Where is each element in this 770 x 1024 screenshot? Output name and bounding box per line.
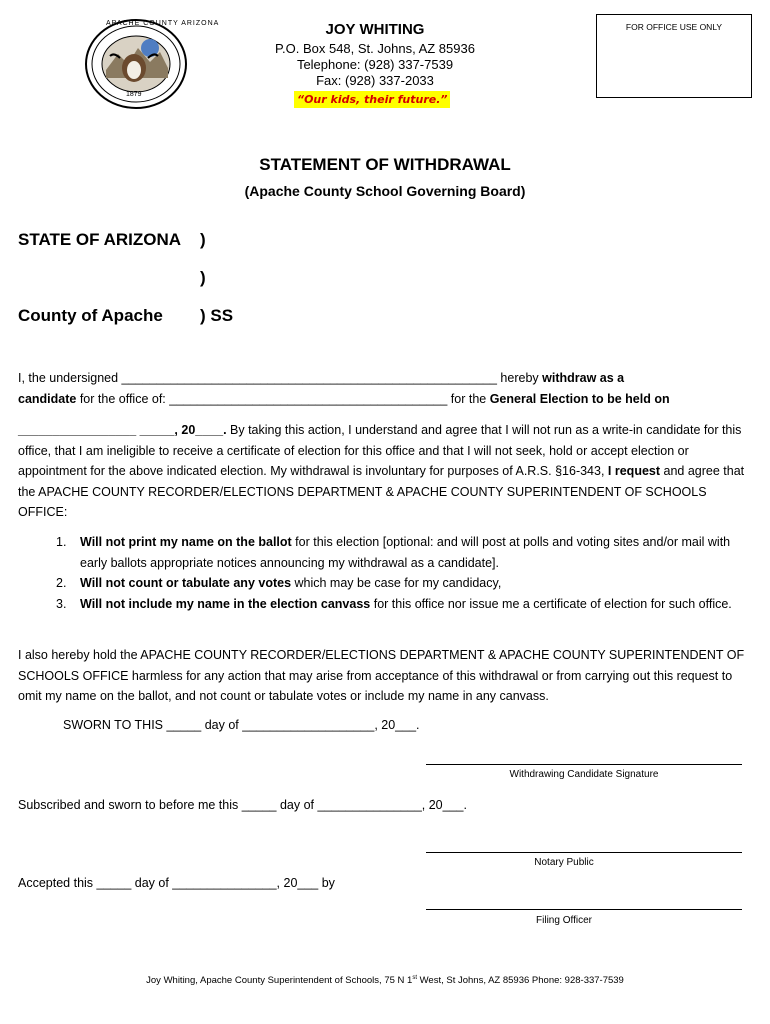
statement-paragraph-1 [18, 368, 718, 409]
footer [0, 975, 770, 986]
list-text: which may be case for my candidacy, [291, 576, 502, 590]
office-use-label: FOR OFFICE USE ONLY [625, 22, 723, 32]
footer-superscript: st [412, 975, 417, 981]
list-bold: Will not include my name in the election canvass [80, 596, 371, 611]
candidate-signature-line[interactable] [426, 764, 742, 765]
office-use-box [596, 14, 752, 98]
list-bold: Will not count or tabulate any votes [80, 576, 292, 590]
list-item [56, 594, 754, 615]
header-address: P.O. Box 548, St. Johns, AZ 85936 [275, 41, 475, 56]
statement-bold: General Election to be held on [489, 391, 670, 406]
page-title: STATEMENT OF WITHDRAWAL [259, 155, 511, 174]
header-name: JOY WHITING [325, 21, 425, 38]
list-text: for this election [optional: and will post at polls and voting sites and/or mail with early ballots appropriate notices announcing my withdrawal as a candidate]. [80, 535, 731, 570]
footer-text: West, St Johns, AZ 85936 Phone: 928-337-7539 [416, 975, 624, 987]
statement-text: By taking this action, I understand and agree that I will not run as a write-in candidate for this office, that I am ineligible to receive a certificate of election for this office and that I will not seek, hold or accept election or appointment for the above indicated election. My withdrawal is involuntary for purposes of A.R.S. §16-343, [18, 423, 742, 478]
accepted-line: Accepted this _____ day of _______________, 20___ by [18, 876, 335, 890]
statement-bold: I request [607, 464, 661, 478]
filing-officer-line[interactable] [426, 909, 742, 910]
header-fax: Fax: (928) 337-2033 [316, 73, 434, 88]
sworn-line: SWORN TO THIS _____ day of ___________________, 20___. [63, 718, 420, 732]
subscribed-line: Subscribed and sworn to before me this _____ day of _______________, 20___. [18, 798, 467, 812]
release-paragraph: I also hereby hold the APACHE COUNTY RECORDER/ELECTIONS DEPARTMENT & APACHE COUNTY SUPERINTENDENT OF SCHOOLS OFFICE harmless for any action that may arise from acceptance of this withdrawal or from carrying out this request to omit my name on the ballot, and not count or tabulate votes or include my name in any canvass. [18, 648, 745, 703]
page-subtitle: (Apache County School Governing Board) [244, 183, 526, 199]
list-item [56, 573, 754, 594]
filing-officer-label: Filing Officer [536, 915, 592, 926]
list-item [56, 532, 754, 573]
venue-state: STATE OF ARIZONA [18, 230, 182, 249]
statement-text: for the office of: ________________________________________ for the [76, 391, 490, 406]
conditions-list [56, 532, 754, 614]
statement-bold: candidate [18, 391, 77, 406]
list-number: 3. [56, 596, 67, 611]
list-text: for this office nor issue me a certificate of election for such office. [370, 596, 732, 611]
seal-top-text: APACHE COUNTY ARIZONA [106, 20, 220, 27]
statement-text: I, the undersigned ______________________________________________________ hereby [18, 371, 543, 385]
venue-paren-2: ) [200, 268, 206, 287]
footer-text: Joy Whiting, Apache County Superintendent of Schools, 75 N 1 [146, 975, 413, 987]
statement-text: and agree that the APACHE COUNTY RECORDER/ELECTIONS DEPARTMENT & APACHE COUNTY SUPERINTENDENT OF SCHOOLS OFFICE: [18, 464, 745, 519]
venue-paren-1: ) [200, 230, 206, 249]
venue-ss: ) SS [200, 306, 234, 325]
candidate-signature-label: Withdrawing Candidate Signature [509, 769, 659, 780]
list-bold: Will not print my name on the ballot [80, 535, 292, 549]
seal-year: 1879 [126, 91, 142, 98]
date-blank: _________________ _____, 20____. [18, 423, 227, 437]
statement-bold: withdraw as a [542, 371, 625, 385]
notary-signature-line[interactable] [426, 852, 742, 853]
venue-county: County of Apache [18, 306, 163, 325]
header-motto: “Our kids, their future.” [294, 91, 450, 108]
statement-paragraph-2 [18, 420, 752, 523]
list-number: 1. [56, 535, 67, 549]
header-telephone: Telephone: (928) 337-7539 [296, 57, 454, 72]
notary-label: Notary Public [534, 857, 594, 868]
list-number: 2. [56, 576, 67, 590]
